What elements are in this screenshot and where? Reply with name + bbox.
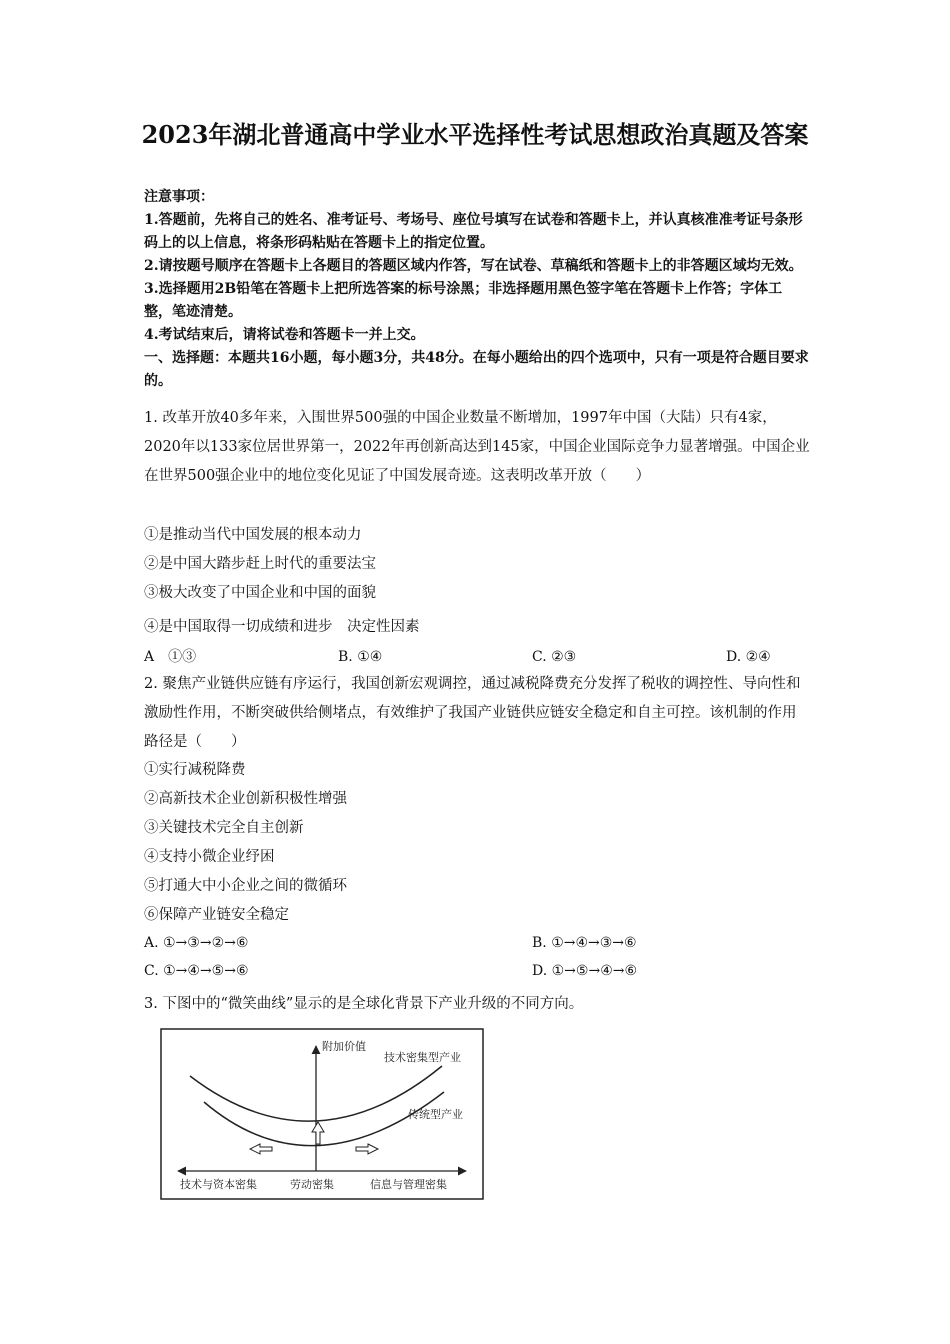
q1-item: ①是推动当代中国发展的根本动力	[144, 527, 362, 543]
q2-option-b[interactable]: B. ①→④→③→⑥	[532, 935, 637, 951]
notes-item: 3.选择题用2B铅笔在答题卡上把所选答案的标号涂黑；非选择题用黑色签字笔在答题卡上作答；字体工整，笔迹清楚。	[144, 281, 783, 320]
notes-item: 1.答题前，先将自己的姓名、准考证号、考场号、座位号填写在试卷和答题卡上，并认真核准准考证号条形码上的以上信息，将条形码粘贴在答题卡上的指定位置。	[144, 212, 803, 251]
x-mid-label: 劳动密集	[290, 1178, 334, 1191]
notes-heading: 注意事项：	[144, 189, 214, 205]
q2-option-d[interactable]: D. ①→⑤→④→⑥	[532, 963, 638, 979]
q1-option-a[interactable]: A ①③	[144, 649, 197, 665]
arrow-up-icon	[312, 1122, 324, 1144]
q2-stem: 2. 聚焦产业链供应链有序运行，我国创新宏观调控，通过减税降费充分发挥了税收的调控性、导向性和激励性作用，不断突破供给侧堵点，有效维护了我国产业链供应链安全稳定和自主可控。该机制的作用路径是（ ）	[144, 676, 801, 750]
notes-item: 4.考试结束后，请将试卷和答题卡一并上交。	[144, 327, 425, 343]
q1-option-c[interactable]: C. ②③	[532, 649, 577, 665]
q1-stem: 1. 改革开放40多年来，入围世界500强的中国企业数量不断增加，1997年中国（大陆）只有4家，2020年以133家位居世界第一，2022年再创新高达到145家，中国企业国际竞争力显著增强。中国企业在世界500强企业中的地位变化见证了中国发展奇迹。这表明改革开放（ ）	[144, 410, 810, 484]
q1-item: ②是中国大踏步赶上时代的重要法宝	[144, 556, 376, 572]
x-right-label: 信息与管理密集	[370, 1178, 447, 1191]
q2-item: ⑥保障产业链安全稳定	[144, 907, 289, 923]
q2-item: ⑤打通大中小企业之间的微循环	[144, 878, 347, 894]
arrow-left-icon	[250, 1144, 272, 1154]
q1-option-d[interactable]: D. ②④	[726, 649, 771, 665]
q2-item: ④支持小微企业纾困	[144, 849, 275, 865]
q2-item: ①实行减税降费	[144, 762, 246, 778]
arrow-right-icon	[356, 1144, 378, 1154]
curve-lower-label: 传统型产业	[408, 1108, 463, 1121]
q2-option-c[interactable]: C. ①→④→⑤→⑥	[144, 963, 249, 979]
q2-option-a[interactable]: A. ①→③→②→⑥	[144, 935, 249, 951]
curve-upper-label: 技术密集型产业	[384, 1051, 461, 1064]
q3-stem: 3. 下图中的“微笑曲线”显示的是全球化背景下产业升级的不同方向。	[144, 996, 584, 1012]
page-title: 2023年湖北普通高中学业水平选择性考试思想政治真题及答案	[141, 120, 809, 149]
notes-block	[144, 186, 810, 393]
section-heading: 一、选择题：本题共16小题，每小题3分，共48分。在每小题给出的四个选项中，只有一项是符合题目要求的。	[144, 350, 809, 389]
q2-item: ②高新技术企业创新积极性增强	[144, 791, 347, 807]
q1-item: ③极大改变了中国企业和中国的面貌	[144, 585, 376, 601]
q2-item: ③关键技术完全自主创新	[144, 820, 304, 836]
notes-item: 2.请按题号顺序在答题卡上各题目的答题区域内作答，写在试卷、草稿纸和答题卡上的非答题区域均无效。	[144, 258, 803, 274]
x-left-label: 技术与资本密集	[180, 1178, 257, 1191]
smile-curve-figure	[160, 1028, 484, 1201]
smile-curve-svg	[160, 1028, 484, 1201]
q1-option-b[interactable]: B. ①④	[338, 649, 383, 665]
y-axis-label: 附加价值	[322, 1040, 366, 1053]
q1-item: ④是中国取得一切成绩和进步 决定性因素	[144, 619, 420, 635]
